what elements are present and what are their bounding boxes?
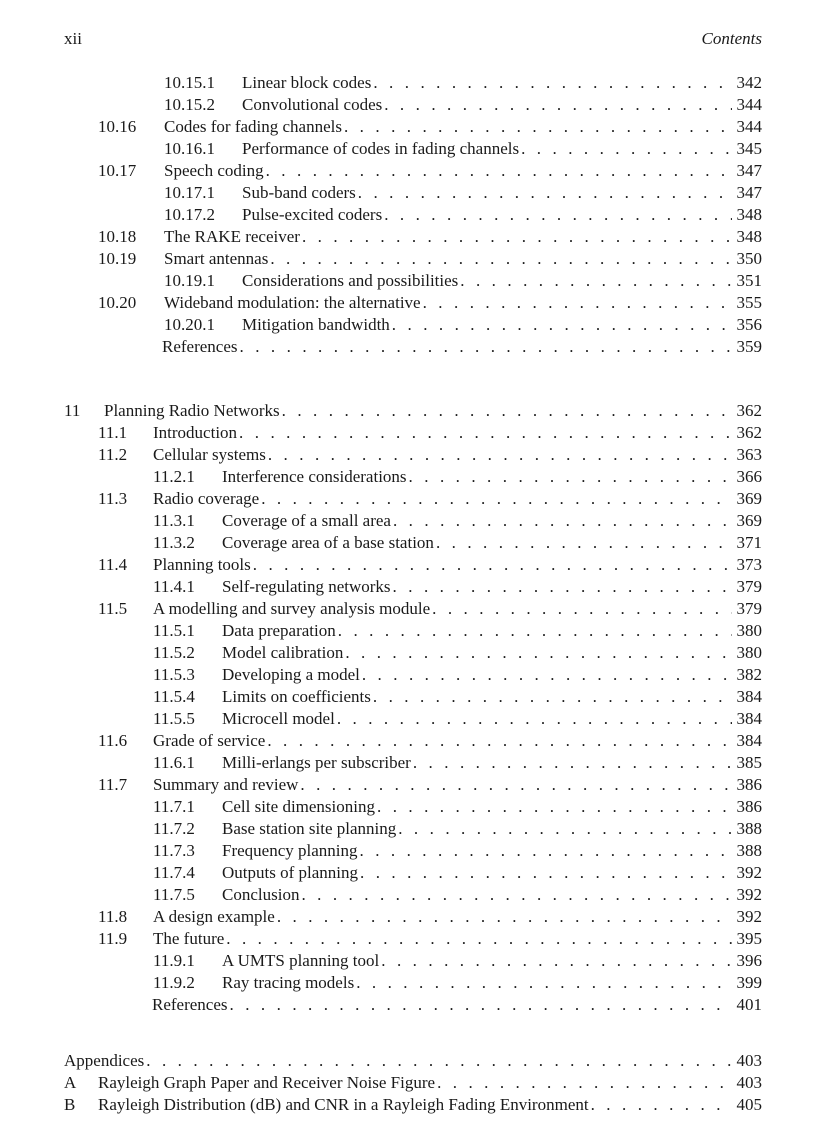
leader-dots [358, 182, 732, 204]
entry-page: 369 [736, 511, 762, 530]
toc-entry [98, 226, 762, 248]
entry-page: 405 [736, 1095, 762, 1114]
entry-title: The future [153, 929, 225, 948]
entry-page: 380 [736, 643, 762, 662]
entry-page: 392 [736, 907, 762, 926]
entry-number: 10.15.1 [164, 73, 215, 92]
entry-number: 11.3.2 [153, 533, 195, 552]
leader-dots [432, 598, 732, 620]
entry-title: Ray tracing models [222, 973, 355, 992]
entry-title: Coverage area of a base station [222, 533, 434, 552]
entry-number: 11.5.2 [153, 643, 195, 662]
entry-page: 401 [736, 995, 762, 1014]
entry-title: Performance of codes in fading channels [242, 139, 520, 158]
entry-title: Base station site planning [222, 819, 397, 838]
entry-page: 382 [736, 665, 762, 684]
entry-page: 342 [736, 73, 762, 92]
entry-number: 10.17.1 [164, 183, 215, 202]
entry-number: 11.1 [98, 423, 128, 442]
entry-number: 11.7 [98, 775, 128, 794]
entry-page: 347 [736, 161, 762, 180]
entry-page: 388 [736, 841, 762, 860]
entry-page: 371 [736, 533, 762, 552]
toc-entry [98, 160, 762, 182]
entry-number: 11.7.3 [153, 841, 195, 860]
toc-entry [153, 642, 762, 664]
entry-page: 348 [736, 205, 762, 224]
entry-page: 369 [736, 489, 762, 508]
leader-dots [591, 1094, 732, 1116]
entry-title: Grade of service [153, 731, 266, 750]
entry-title: A modelling and survey analysis module [153, 599, 431, 618]
leader-dots [302, 226, 732, 248]
leader-dots [337, 708, 732, 730]
leader-dots [261, 488, 732, 510]
entry-number: 11.8 [98, 907, 128, 926]
entry-page: 386 [736, 797, 762, 816]
toc-entry [98, 774, 762, 796]
entry-title: Cellular systems [153, 445, 266, 464]
toc-entry [153, 950, 762, 972]
entry-title: Summary and review [153, 775, 299, 794]
entry-title: A UMTS planning tool [222, 951, 380, 970]
leader-dots [345, 642, 732, 664]
entry-page: 359 [736, 337, 762, 356]
entry-page: 351 [736, 271, 762, 290]
entry-title: Rayleigh Graph Paper and Receiver Noise Figure [98, 1073, 436, 1092]
entry-title: A design example [153, 907, 275, 926]
leader-dots [267, 730, 732, 752]
entry-number: A [64, 1073, 77, 1092]
entry-page: 384 [736, 687, 762, 706]
entry-number: 11.2 [98, 445, 128, 464]
leader-dots [413, 752, 732, 774]
toc-entry [164, 94, 762, 116]
leader-dots [437, 1072, 732, 1094]
entry-page: 395 [736, 929, 762, 948]
toc-entry [98, 730, 762, 752]
toc-entry [153, 972, 762, 994]
entry-number: 10.20.1 [164, 315, 215, 334]
entry-number: B [64, 1095, 76, 1114]
entry-title: Conclusion [222, 885, 300, 904]
entry-number: 11.6.1 [153, 753, 195, 772]
entry-title: Introduction [153, 423, 238, 442]
entry-number: 10.18 [98, 227, 137, 246]
entry-page: 366 [736, 467, 762, 486]
entry-title: Data preparation [222, 621, 336, 640]
page-number: xii [64, 29, 82, 48]
toc-entry [153, 620, 762, 642]
leader-dots [338, 620, 732, 642]
entry-title: Radio coverage [153, 489, 260, 508]
entry-page: 392 [736, 885, 762, 904]
entry-page: 344 [736, 117, 762, 136]
entry-title: Cell site dimensioning [222, 797, 375, 816]
entry-title: Microcell model [222, 709, 335, 728]
entry-page: 350 [736, 249, 762, 268]
leader-dots [436, 532, 732, 554]
running-title: Contents [701, 29, 762, 48]
leader-dots [460, 270, 732, 292]
entry-title: Pulse-excited coders [242, 205, 383, 224]
leader-dots [146, 1050, 732, 1072]
leader-dots [356, 972, 732, 994]
leader-dots [253, 554, 732, 576]
toc-entry [164, 314, 762, 336]
toc-entry [153, 708, 762, 730]
entry-number: 10.16 [98, 117, 137, 136]
entry-number: 11.4.1 [153, 577, 195, 596]
toc-entry [164, 182, 762, 204]
entry-title: The RAKE receiver [164, 227, 300, 246]
entry-page: 380 [736, 621, 762, 640]
entry-title: Codes for fading channels [164, 117, 342, 136]
leader-dots [282, 400, 732, 422]
toc-entry [98, 422, 762, 444]
entry-page: 348 [736, 227, 762, 246]
toc-entry [98, 598, 762, 620]
toc-entry [153, 818, 762, 840]
entry-page: 396 [736, 951, 762, 970]
entry-title: Wideband modulation: the alternative [164, 293, 421, 312]
toc-entry [98, 906, 762, 928]
toc-entry [153, 752, 762, 774]
entry-title: Developing a model [222, 665, 360, 684]
entry-number: 10.15.2 [164, 95, 215, 114]
entry-number: 11.3 [98, 489, 128, 508]
toc-entry [153, 466, 762, 488]
leader-dots [239, 422, 732, 444]
leader-dots [409, 466, 732, 488]
toc-entry [153, 884, 762, 906]
entry-title: Model calibration [222, 643, 344, 662]
toc-entry [98, 554, 762, 576]
entry-title: Frequency planning [222, 841, 358, 860]
entry-number: 11.9 [98, 929, 128, 948]
entry-page: 347 [736, 183, 762, 202]
leader-dots [393, 576, 732, 598]
toc-entry [98, 116, 762, 138]
entry-number: 11.9.1 [153, 951, 195, 970]
toc-chapter [64, 400, 762, 422]
leader-dots [398, 818, 732, 840]
toc-entry [153, 840, 762, 862]
entry-page: 356 [736, 315, 762, 334]
entry-page: 363 [736, 445, 762, 464]
leader-dots [381, 950, 732, 972]
toc-appendix-b [64, 1094, 762, 1116]
leader-dots [300, 774, 732, 796]
toc-entry [153, 576, 762, 598]
leader-dots [240, 336, 732, 358]
entry-number: 10.16.1 [164, 139, 215, 158]
entry-number: 11.7.1 [153, 797, 195, 816]
entry-number: 11.9.2 [153, 973, 195, 992]
leader-dots [373, 72, 732, 94]
toc-entry-references [152, 994, 762, 1016]
entry-number: 10.17 [98, 161, 137, 180]
entry-page: 379 [736, 599, 762, 618]
toc-entry [98, 488, 762, 510]
entry-title: References [162, 337, 238, 356]
toc-entry [164, 72, 762, 94]
entry-number: 10.19.1 [164, 271, 215, 290]
leader-dots [344, 116, 732, 138]
entry-title: References [152, 995, 228, 1014]
entry-page: 362 [736, 423, 762, 442]
entry-title: Milli-erlangs per subscriber [222, 753, 411, 772]
toc-entry [153, 862, 762, 884]
leader-dots [360, 840, 733, 862]
leader-dots [423, 292, 732, 314]
entry-page: 385 [736, 753, 762, 772]
entry-title: Smart antennas [164, 249, 269, 268]
toc-entry [153, 532, 762, 554]
entry-page: 386 [736, 775, 762, 794]
leader-dots [377, 796, 732, 818]
leader-dots [393, 510, 732, 532]
entry-number: 10.19 [98, 249, 137, 268]
toc-entry-references [162, 336, 762, 358]
entry-number: 11.5.1 [153, 621, 195, 640]
entry-page: 379 [736, 577, 762, 596]
entry-title: Interference considerations [222, 467, 407, 486]
toc-entry [153, 686, 762, 708]
entry-title: Limits on coefficients [222, 687, 371, 706]
entry-title: Sub-band coders [242, 183, 356, 202]
entry-number: 11.5 [98, 599, 128, 618]
leader-dots [301, 884, 732, 906]
entry-title: Speech coding [164, 161, 264, 180]
entry-title: Convolutional codes [242, 95, 383, 114]
entry-number: 11.6 [98, 731, 128, 750]
entry-page: 384 [736, 731, 762, 750]
entry-page: 345 [736, 139, 762, 158]
entry-page: 373 [736, 555, 762, 574]
entry-page: 403 [736, 1051, 762, 1070]
entry-page: 403 [736, 1073, 762, 1092]
leader-dots [362, 664, 732, 686]
entry-title: Linear block codes [242, 73, 372, 92]
leader-dots [230, 994, 732, 1016]
toc-entry [164, 270, 762, 292]
entry-page: 388 [736, 819, 762, 838]
toc-entry [153, 510, 762, 532]
entry-number: 11.3.1 [153, 511, 195, 530]
entry-number: 11.5.5 [153, 709, 195, 728]
entry-title: Appendices [64, 1051, 145, 1070]
entry-page: 355 [736, 293, 762, 312]
leader-dots [226, 928, 732, 950]
entry-number: 11.7.4 [153, 863, 195, 882]
entry-number: 11 [64, 401, 81, 420]
leader-dots [266, 160, 732, 182]
entry-title: Mitigation bandwidth [242, 315, 390, 334]
entry-page: 384 [736, 709, 762, 728]
entry-title: Planning Radio Networks [104, 401, 280, 420]
toc-appendices [64, 1050, 762, 1072]
entry-page: 362 [736, 401, 762, 420]
toc-entry [164, 204, 762, 226]
leader-dots [392, 314, 732, 336]
entry-number: 11.5.4 [153, 687, 195, 706]
entry-title: Rayleigh Distribution (dB) and CNR in a Rayleigh Fading Environment [98, 1095, 589, 1114]
leader-dots [521, 138, 732, 160]
entry-page: 344 [736, 95, 762, 114]
leader-dots [384, 94, 732, 116]
entry-title: Coverage of a small area [222, 511, 391, 530]
entry-number: 11.4 [98, 555, 128, 574]
entry-page: 399 [736, 973, 762, 992]
entry-number: 11.7.2 [153, 819, 195, 838]
entry-title: Considerations and possibilities [242, 271, 459, 290]
entry-title: Planning tools [153, 555, 251, 574]
leader-dots [270, 248, 732, 270]
entry-number: 10.17.2 [164, 205, 215, 224]
toc-entry [153, 664, 762, 686]
leader-dots [384, 204, 732, 226]
toc-entry [98, 444, 762, 466]
toc-entry [98, 248, 762, 270]
toc-entry [164, 138, 762, 160]
entry-title: Outputs of planning [222, 863, 358, 882]
entry-number: 11.2.1 [153, 467, 195, 486]
entry-number: 11.7.5 [153, 885, 195, 904]
leader-dots [360, 862, 732, 884]
entry-number: 10.20 [98, 293, 137, 312]
toc-entry [98, 292, 762, 314]
entry-number: 11.5.3 [153, 665, 195, 684]
leader-dots [373, 686, 732, 708]
toc-appendix-a [64, 1072, 762, 1094]
entry-page: 392 [736, 863, 762, 882]
entry-title: Self-regulating networks [222, 577, 391, 596]
toc-entry [98, 928, 762, 950]
toc-entry [153, 796, 762, 818]
leader-dots [268, 444, 732, 466]
leader-dots [277, 906, 732, 928]
